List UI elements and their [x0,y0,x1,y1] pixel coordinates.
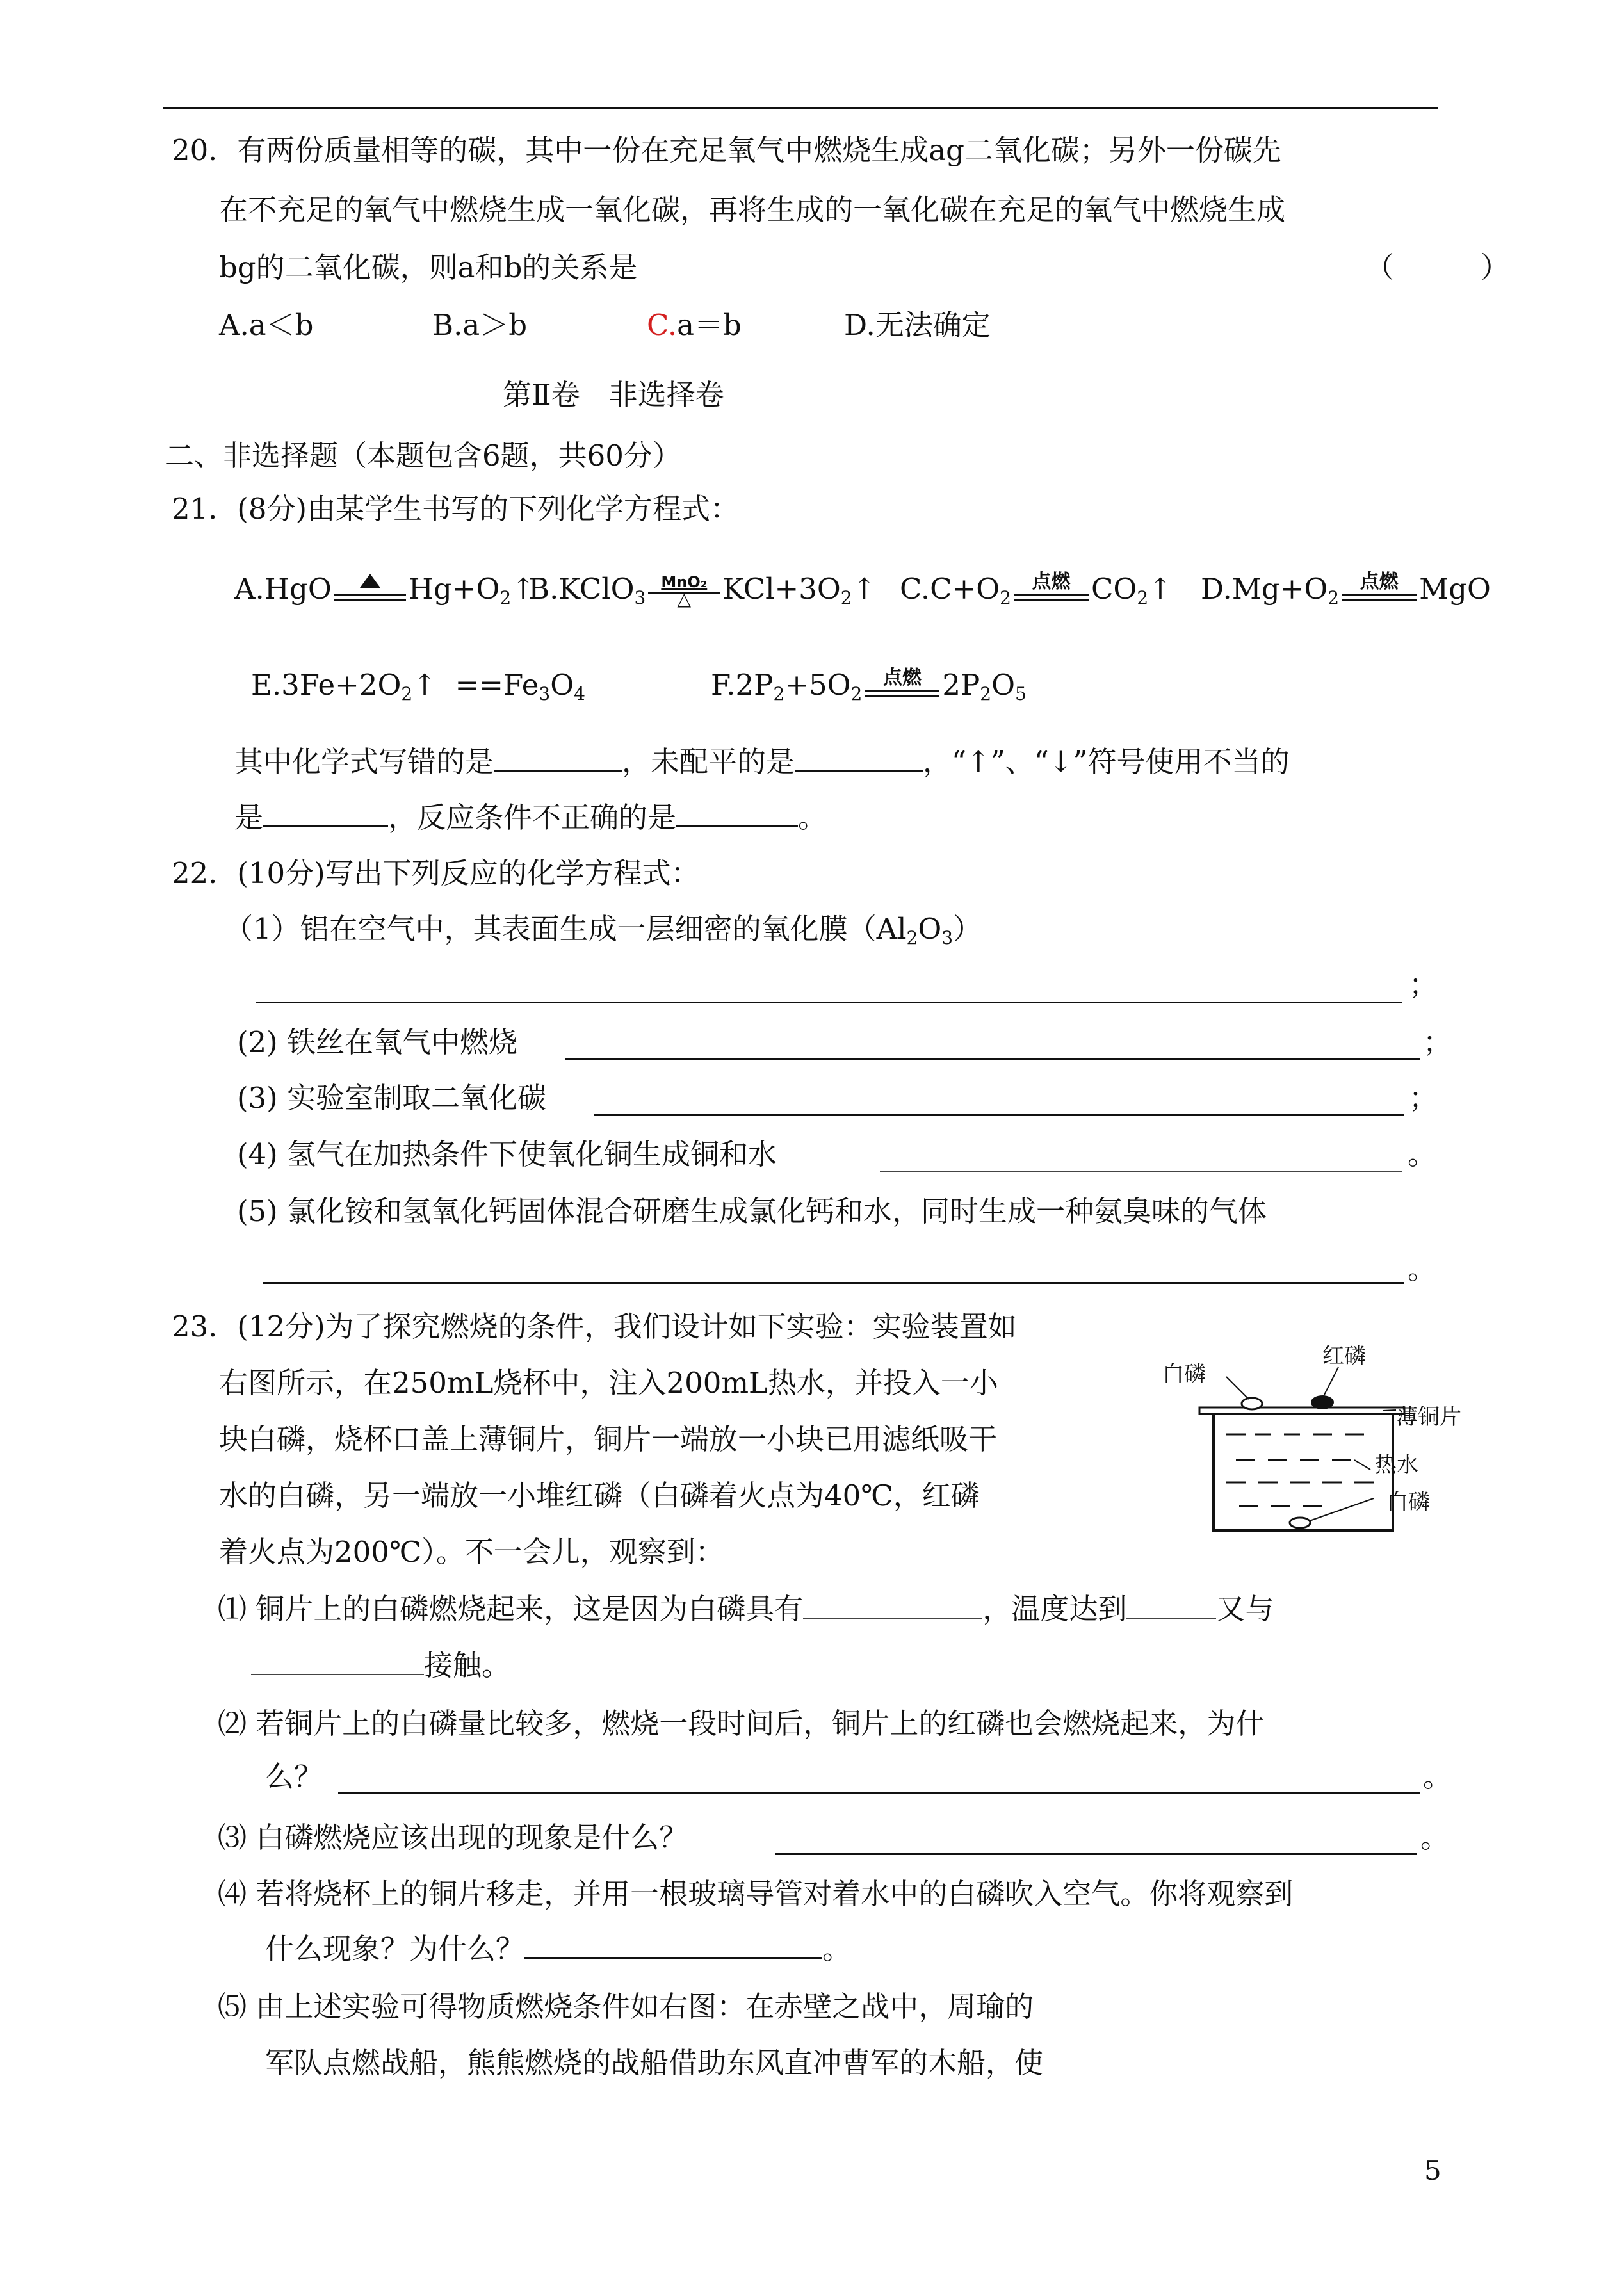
q23-sub4-line2: 什么现象？为什么？ 。 [265,1929,851,1968]
part2-title: 二、非选择题（本题包含6题，共60分） [165,439,681,473]
q21-eq-d: $D.Mg+O_2$ 点燃 MgO [1201,570,1491,611]
q23-sub4-line1: ⑷ 若将烧杯上的铜片移走，并用一根玻璃导管对着水中的白磷吹入空气。你将观察到 [218,1877,1294,1911]
q21-fill-line1: 其中化学式写错的是 ，未配平的是 ，“↑”、“↓”符号使用不当的 [234,742,1289,781]
q23-sub2-answer-line[interactable] [338,1764,1420,1794]
answer-blank-wrong-condition[interactable] [676,797,798,827]
beaker-shape [1214,1414,1393,1530]
q23-sub2-line1: ⑵ 若铜片上的白磷量比较多，燃烧一段时间后，铜片上的红磷也会燃烧起来，为什 [218,1707,1265,1740]
q21-eq-f: $F.2P_2+5O_2$ 点燃 $2P_2O_5$ [711,666,1027,707]
q22-part4: (4) 氢气在加热条件下使氧化铜生成铜和水 [237,1137,777,1171]
q21-eq-a-left: A.HgO [234,572,332,606]
q21-eq-c-left: C.C+O [900,572,1000,606]
q21-eq-a-right: Hg+O [408,572,500,606]
q22-part4-answer-line[interactable] [880,1142,1402,1172]
q23-sub3: ⑶ 白磷燃烧应该出现的现象是什么？ [218,1821,688,1854]
page-number: 5 [1424,2155,1441,2186]
ignite-condition: 点燃 [1011,572,1091,611]
arrow-up-icon: ↑ [852,572,877,606]
q22-part3-semicolon: ； [1409,1081,1438,1115]
white-phosphorus-bottom-shape [1290,1518,1310,1528]
q20-option-b: B.a＞b [432,308,528,342]
q22-part5-period: 。 [1408,1252,1437,1286]
label-hot-water: 热水 [1375,1452,1418,1478]
q21-eq-d-right: MgO [1419,572,1491,606]
q21-eq-e: $E.3Fe+2O_2↑ ==Fe_3O_4$ [251,668,585,704]
q23-line2: 右图所示，在250mL烧杯中，注入200mL热水，并投入一小 [219,1366,998,1400]
answer-blank-contact[interactable] [251,1646,424,1675]
q20-line1: 20．有两份质量相等的碳，其中一份在充足氧气中燃烧生成ag二氧化碳；另外一份碳先 [172,133,1281,167]
q23-sub3-period: 。 [1420,1821,1450,1854]
q20-option-c [647,306,742,345]
top-rule [163,107,1438,109]
q20-option-d: D.无法确定 [844,308,991,342]
q21-eq-f-left: F.2P [711,668,774,702]
q21-eq-e-right: ==Fe [455,668,539,702]
q21-eq-e-left: E.3Fe+2O [251,668,402,702]
q21-eq-b: B.KClO$_3$ MnO₂ △ $KCl+3O_2↑$ [528,572,877,610]
q22-part2-semicolon: ； [1423,1025,1452,1059]
q22-part1-semicolon: ； [1409,968,1438,1002]
catalyst-condition: MnO₂ △ [646,572,722,611]
arrow-up-icon: ↑ [511,572,535,606]
q23-sub4-answer-blank[interactable] [524,1929,822,1959]
section-heading: 第Ⅱ卷 非选择卷 [503,378,724,412]
label-white-phosphorus-top: 白磷 [1162,1361,1206,1387]
q21-eq-f-right: 2P [942,668,980,702]
hot-water-dashes [1226,1434,1374,1506]
arrow-up-icon: ↑ [412,668,437,702]
q22-part2-answer-line[interactable] [565,1030,1420,1060]
q22-part1: （1）铝在空气中，其表面生成一层细密的氧化膜$(Al_2O_3)$ [224,912,982,948]
q22-part3: (3) 实验室制取二氧化碳 [237,1081,547,1115]
q23-sub1-line1: ⑴ 铜片上的白磷燃烧起来，这是因为白磷具有 ，温度达到 又与 [218,1589,1274,1628]
q23-line5: 着火点为200℃）。不一会儿，观察到： [219,1535,724,1569]
label-white-phosphorus-bottom: 白磷 [1386,1489,1430,1515]
heat-condition [332,572,409,611]
answer-blank-unbalanced[interactable] [795,742,923,772]
q20-option-a: A.a＜b [219,308,314,342]
heat-symbol: △ [677,588,692,610]
answer-blank-wrong-formula[interactable] [494,742,622,772]
q20-option-c-letter: C. [647,308,678,342]
answer-blank-arrow-misuse[interactable] [263,797,388,827]
q22-part4-period: 。 [1408,1137,1437,1171]
q21-title: 21．(8分)由某学生书写的下列化学方程式： [172,492,740,526]
q23-line1: 23．(12分)为了探究燃烧的条件，我们设计如下实验：实验装置如 [172,1310,1017,1343]
heat-triangle-icon [360,574,380,588]
q23-line4: 水的白磷，另一端放一小堆红磷（白磷着火点为40℃，红磷 [219,1479,980,1512]
red-phosphorus-shape [1311,1395,1334,1409]
ignite-condition: 点燃 [1339,572,1419,611]
q22-part1-answer-line[interactable] [256,973,1402,1003]
beaker-diagram [1175,1338,1476,1569]
q20-option-c-text: a＝b [677,308,742,342]
arrow-up-icon: ↑ [1148,572,1173,606]
label-copper-plate: 薄铜片 [1396,1404,1461,1430]
label-red-phosphorus: 红磷 [1322,1343,1366,1369]
q20-line3: bg的二氧化碳，则a和b的关系是 [219,250,638,284]
q21-eq-b-right: KCl+3O [722,572,841,606]
white-phosphorus-top-shape [1242,1398,1262,1409]
q22-title: 22．(10分)写出下列反应的化学方程式： [172,856,700,890]
q23-sub3-answer-line[interactable] [775,1825,1417,1855]
q21-fill-line2: 是 ，反应条件不正确的是 。 [234,797,827,837]
q21-eq-b-left: B.KClO [528,572,635,606]
copper-plate-shape [1199,1407,1404,1414]
q21-eq-d-left: D.Mg+O [1201,572,1328,606]
q21-eq-a: A.HgO $Hg+O_2↑$ [234,570,535,611]
beaker-apparatus-figure [1162,1338,1476,1569]
q22-part2: (2) 铁丝在氧气中燃烧 [237,1025,518,1059]
q20-answer-paren: （ ） [1365,250,1510,284]
q23-sub5-line2: 军队点燃战船，熊熊燃烧的战船借助东风直冲曹军的木船，使 [265,2046,1044,2080]
q20-line2: 在不充足的氧气中燃烧生成一氧化碳，再将生成的一氧化碳在充足的氧气中燃烧生成 [219,193,1286,227]
q22-part5: (5) 氯化铵和氢氧化钙固体混合研磨生成氯化钙和水，同时生成一种氨臭味的气体 [237,1194,1267,1228]
q21-eq-c: $C.C+O_2$ 点燃 $CO_2↑$ [900,570,1173,611]
answer-blank-white-p-property[interactable] [803,1589,982,1619]
answer-blank-temperature[interactable] [1126,1589,1216,1619]
q22-part5-answer-line[interactable] [263,1254,1404,1284]
q23-sub2-period: 。 [1423,1760,1452,1794]
q23-sub5-line1: ⑸ 由上述实验可得物质燃烧条件如右图：在赤壁之战中，周瑜的 [218,1990,1034,2023]
q23-line3: 块白磷，烧杯口盖上薄铜片，铜片一端放一小块已用滤纸吸干 [219,1422,998,1456]
q23-sub1-line2: 接触。 [251,1646,510,1685]
q22-part3-answer-line[interactable] [594,1086,1404,1116]
ignite-condition: 点燃 [862,669,942,707]
q23-sub2-line2: 么？ [265,1760,323,1794]
q21-eq-c-right: CO [1091,572,1137,606]
